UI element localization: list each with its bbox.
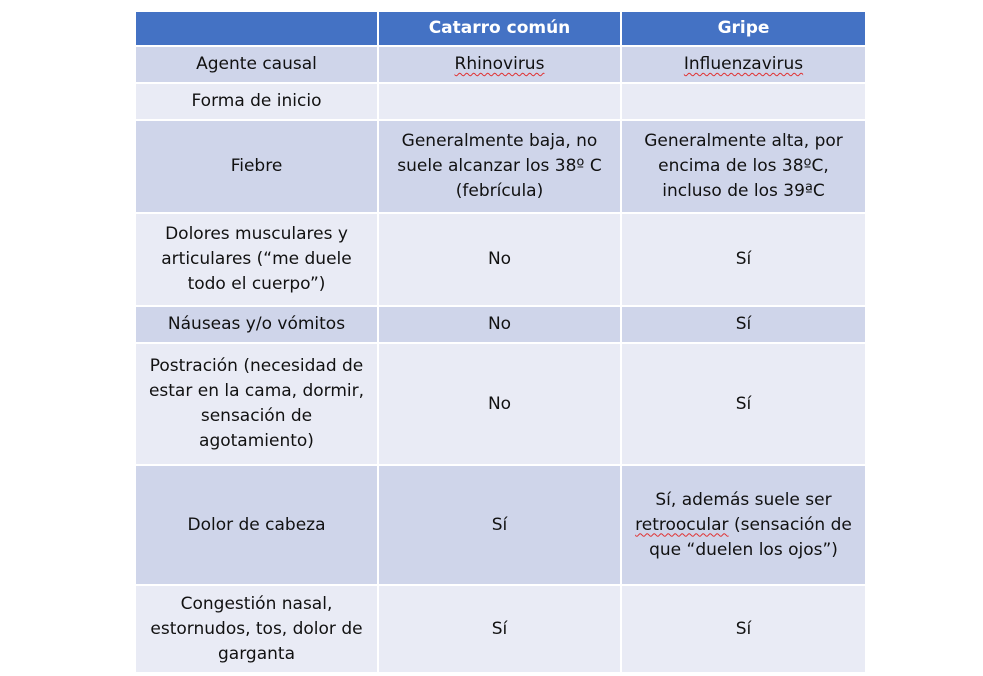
- catarro-cell: [378, 83, 621, 120]
- gripe-cell: [621, 46, 866, 83]
- catarro-cell: No: [378, 213, 621, 306]
- row-label: Postración (necesidad de estar en la cama, dormir, sensación de agotamiento): [135, 343, 378, 465]
- table-row: [135, 585, 866, 673]
- gripe-cell: Sí: [621, 343, 866, 465]
- catarro-cell: [378, 46, 621, 83]
- gripe-cell: Sí: [621, 306, 866, 343]
- gripe-cell: [621, 83, 866, 120]
- table-row: [135, 343, 866, 465]
- table-row: [135, 306, 866, 343]
- catarro-cell: Sí: [378, 465, 621, 585]
- catarro-cell: Generalmente baja, no suele alcanzar los 38º C (febrícula): [378, 120, 621, 213]
- table-row: [135, 120, 866, 213]
- row-label: Agente causal: [135, 46, 378, 83]
- catarro-cell: No: [378, 343, 621, 465]
- row-label: Dolor de cabeza: [135, 465, 378, 585]
- catarro-value: Rhinovirus: [454, 54, 545, 74]
- header-catarro-comun: Catarro común: [378, 11, 621, 46]
- table-row: [135, 83, 866, 120]
- row-label: Dolores musculares y articulares (“me duele todo el cuerpo”): [135, 213, 378, 306]
- catarro-cell: No: [378, 306, 621, 343]
- table-row: [135, 465, 866, 585]
- table-row: [135, 46, 866, 83]
- header-empty-cell: [135, 11, 378, 46]
- gripe-cell: Generalmente alta, por encima de los 38ºC, incluso de los 39ªC: [621, 120, 866, 213]
- catarro-cell: Sí: [378, 585, 621, 673]
- header-gripe: Gripe: [621, 11, 866, 46]
- table-row: [135, 213, 866, 306]
- gripe-value: Influenzavirus: [683, 54, 804, 74]
- gripe-cell: Sí: [621, 585, 866, 673]
- gripe-cell: [621, 465, 866, 585]
- table-header-row: [135, 11, 866, 46]
- row-label: Congestión nasal, estornudos, tos, dolor de garganta: [135, 585, 378, 673]
- row-label: Fiebre: [135, 120, 378, 213]
- gripe-text-part: Sí, además suele ser: [655, 489, 832, 510]
- row-label: Náuseas y/o vómitos: [135, 306, 378, 343]
- comparison-table: [134, 10, 867, 674]
- gripe-cell: Sí: [621, 213, 866, 306]
- gripe-text-misspelled: retroocular: [635, 514, 729, 535]
- gripe-text-part: (sensación de que “duelen los ojos”): [649, 514, 852, 560]
- row-label: Forma de inicio: [135, 83, 378, 120]
